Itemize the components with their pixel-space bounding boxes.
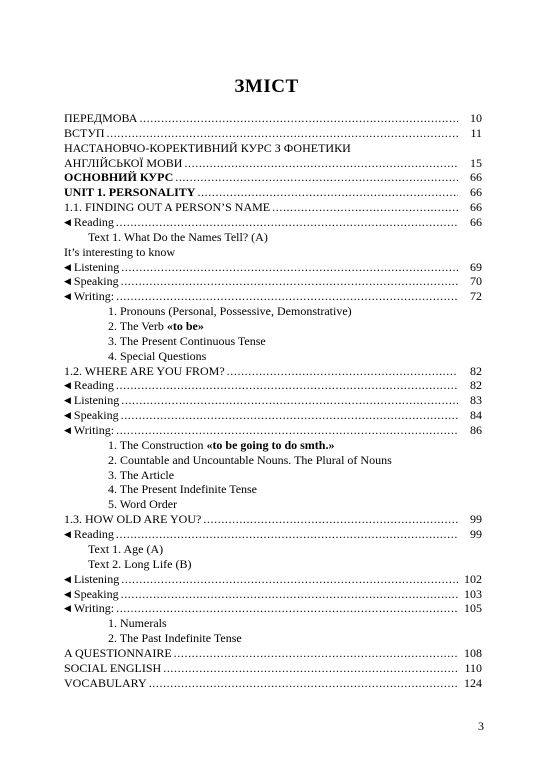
- left-triangle-icon: ◀: [64, 573, 71, 584]
- toc-entry-text: 3. The Present Continuous Tense: [108, 333, 266, 348]
- left-triangle-icon: ◀: [64, 410, 71, 421]
- toc-entry-text: VOCABULARY: [64, 675, 147, 690]
- toc-leader-dots: [116, 215, 458, 230]
- toc-page-number: 108: [464, 645, 482, 660]
- toc-entry-label: [64, 482, 257, 497]
- left-triangle-icon: ◀: [64, 603, 71, 614]
- toc-leader-dots: [272, 200, 458, 215]
- toc-entry: [64, 497, 482, 512]
- toc-page-number: 99: [470, 527, 482, 542]
- toc-entry-text: Reading: [73, 527, 114, 542]
- toc-entry-text: 2. The Verb «to be»: [108, 319, 204, 334]
- left-triangle-icon: ◀: [64, 217, 71, 228]
- toc-leader-dots: [197, 185, 458, 200]
- toc-entry-label: [64, 156, 182, 171]
- toc-entry-text: A QUESTIONNAIRE: [64, 645, 172, 660]
- toc-entry-text: 2. The Past Indefinite Tense: [108, 631, 242, 646]
- toc-leader-dots: [121, 274, 458, 289]
- toc-entry: [64, 482, 482, 497]
- toc-entry: [64, 631, 482, 646]
- page-number: 3: [478, 719, 484, 733]
- toc-entry-label: [64, 245, 175, 260]
- left-triangle-icon: ◀: [64, 380, 71, 391]
- toc-entry: [64, 349, 482, 364]
- toc-leader-dots: [227, 364, 458, 379]
- toc-entry-label: [64, 587, 119, 602]
- toc-page-number: 110: [464, 660, 482, 675]
- toc-entry-text: ПЕРЕДМОВА: [64, 111, 138, 125]
- toc-entry-label: [64, 260, 119, 275]
- toc-entry: [64, 274, 482, 289]
- toc-entry: [64, 527, 482, 542]
- toc-entry-label: [64, 601, 114, 616]
- toc-entry-text: 3. The Article: [108, 467, 175, 482]
- toc-entry: [64, 453, 482, 468]
- toc-entry-text: 4. The Present Indefinite Tense: [108, 482, 258, 497]
- toc-leader-dots: [116, 378, 458, 393]
- toc-entry: [64, 408, 482, 423]
- toc-entry-label: [64, 512, 201, 527]
- toc-entry-label: [64, 423, 114, 438]
- toc-leader-dots: [149, 676, 458, 691]
- toc-entry-text: 2. Countable and Uncountable Nouns. The Plural of Nouns: [108, 452, 392, 467]
- toc-entry-text: 1.1. FINDING OUT A PERSON’S NAME: [64, 200, 271, 215]
- toc-entry-text: Writing:: [73, 423, 115, 438]
- toc-entry: [64, 393, 482, 408]
- left-triangle-icon: ◀: [64, 261, 71, 272]
- toc-entry-text: ОСНОВНИЙ КУРС: [64, 170, 174, 185]
- toc-leader-dots: [107, 126, 459, 141]
- toc-page-number: 83: [470, 393, 482, 408]
- toc-page-number: 66: [470, 200, 482, 215]
- toc-entry-label: [64, 334, 266, 349]
- toc-page-number: 103: [464, 586, 482, 601]
- left-triangle-icon: ◀: [64, 588, 71, 599]
- toc-leader-dots: [116, 289, 458, 304]
- toc-entry-label: [64, 453, 392, 468]
- toc-entry-text: ВСТУП: [64, 125, 105, 140]
- toc-page-number: 124: [464, 675, 482, 690]
- toc-entry: [64, 601, 482, 616]
- toc-entry: [64, 111, 482, 126]
- toc-page-number: 66: [470, 215, 482, 230]
- toc-entry-label: [64, 274, 119, 289]
- toc-entry-label: [64, 215, 114, 230]
- toc-entry: [64, 616, 482, 631]
- toc-entry-text: 4. Special Questions: [108, 348, 207, 363]
- toc-leader-dots: [121, 393, 458, 408]
- toc-entry-label: [64, 230, 268, 245]
- left-triangle-icon: ◀: [64, 529, 71, 540]
- toc-entry-label: [64, 141, 351, 156]
- toc-leader-dots: [203, 512, 458, 527]
- toc-entry-label: [64, 527, 114, 542]
- toc-entry-label: [64, 438, 334, 453]
- toc-entry-text: 5. Word Order: [108, 497, 178, 512]
- toc-leader-dots: [121, 260, 458, 275]
- toc-page-number: 102: [464, 571, 482, 586]
- toc-entry: [64, 126, 482, 141]
- toc-entry-text: НАСТАНОВЧО-КОРЕКТИВНИЙ КУРС З ФОНЕТИКИ: [64, 140, 351, 155]
- toc-entry-text: Text 1. Age (A): [88, 541, 164, 556]
- toc-entry: [64, 230, 482, 245]
- toc-entry: [64, 141, 482, 156]
- toc-entry-text: Speaking: [73, 274, 119, 289]
- toc-page-number: 82: [470, 363, 482, 378]
- toc-entry-text: Writing:: [73, 601, 115, 616]
- table-of-contents: [64, 111, 482, 691]
- toc-page-number: 66: [470, 170, 482, 185]
- toc-entry: [64, 289, 482, 304]
- toc-entry-text: Writing:: [73, 289, 115, 304]
- toc-page-number: 99: [470, 512, 482, 527]
- toc-entry-label: [64, 378, 114, 393]
- left-triangle-icon: ◀: [64, 395, 71, 406]
- toc-entry-label: [64, 304, 352, 319]
- toc-entry-label: [64, 661, 161, 676]
- toc-entry-label: [64, 631, 242, 646]
- toc-entry-text: It’s interesting to know: [64, 244, 175, 259]
- toc-entry-label: [64, 319, 204, 334]
- toc-entry-text: 1. Pronouns (Personal, Possessive, Demonstrative): [108, 304, 352, 319]
- toc-leader-dots: [139, 111, 458, 126]
- toc-entry: [64, 334, 482, 349]
- toc-leader-dots: [121, 587, 458, 602]
- toc-entry-text: 1. Numerals: [108, 616, 167, 631]
- toc-entry-label: [64, 170, 173, 185]
- toc-entry-label: [64, 408, 119, 423]
- toc-entry: [64, 156, 482, 171]
- toc-leader-dots: [116, 423, 458, 438]
- toc-leader-dots: [116, 527, 458, 542]
- toc-entry-text: Speaking: [73, 586, 119, 601]
- toc-entry: [64, 468, 482, 483]
- toc-page-number: 84: [470, 408, 482, 423]
- toc-leader-dots: [174, 646, 458, 661]
- toc-leader-dots: [163, 661, 458, 676]
- toc-page-number: 82: [470, 378, 482, 393]
- toc-leader-dots: [116, 601, 458, 616]
- toc-leader-dots: [121, 572, 458, 587]
- toc-page-number: 105: [464, 601, 482, 616]
- toc-entry-text: 1. The Construction «to be going to do smth.»: [108, 437, 335, 452]
- toc-entry-label: [64, 646, 172, 661]
- toc-entry: [64, 676, 482, 691]
- toc-entry: [64, 542, 482, 557]
- toc-entry-text: Reading: [73, 215, 114, 230]
- toc-entry-text: Reading: [73, 378, 114, 393]
- toc-page-number: 11: [470, 125, 482, 140]
- toc-entry-label: [64, 393, 119, 408]
- toc-page-number: 70: [470, 274, 482, 289]
- toc-entry-text: Speaking: [73, 408, 119, 423]
- toc-page-number: 86: [470, 423, 482, 438]
- toc-entry-label: [64, 111, 137, 126]
- toc-entry: [64, 304, 482, 319]
- toc-entry-text: Listening: [73, 571, 120, 586]
- toc-entry-text: SOCIAL ENGLISH: [64, 660, 162, 675]
- toc-page-number: 15: [470, 155, 482, 170]
- toc-entry: [64, 245, 482, 260]
- toc-leader-dots: [184, 156, 458, 171]
- toc-entry-label: [64, 468, 174, 483]
- toc-entry: [64, 200, 482, 215]
- toc-entry-label: [64, 349, 206, 364]
- toc-entry-text: 1.3. HOW OLD ARE YOU?: [64, 512, 202, 527]
- page-title: ЗМІСТ: [234, 76, 299, 97]
- toc-entry: [64, 215, 482, 230]
- toc-entry-label: [64, 676, 147, 691]
- toc-entry-label: [64, 200, 270, 215]
- toc-entry: [64, 170, 482, 185]
- toc-entry-label: [64, 557, 191, 572]
- toc-entry-text: Listening: [73, 259, 120, 274]
- toc-entry: [64, 661, 482, 676]
- toc-leader-dots: [175, 170, 458, 185]
- toc-entry-label: [64, 126, 105, 141]
- toc-entry: [64, 378, 482, 393]
- toc-entry-label: [64, 289, 114, 304]
- toc-entry-label: [64, 572, 119, 587]
- toc-entry: [64, 423, 482, 438]
- toc-entry-text: Listening: [73, 393, 120, 408]
- left-triangle-icon: ◀: [64, 276, 71, 287]
- toc-entry: [64, 512, 482, 527]
- toc-page-number: 69: [470, 259, 482, 274]
- toc-entry-text: 1.2. WHERE ARE YOU FROM?: [64, 363, 225, 378]
- toc-entry: [64, 646, 482, 661]
- toc-entry: [64, 557, 482, 572]
- toc-entry-text: АНГЛІЙСЬКОЇ МОВИ: [64, 155, 183, 170]
- toc-entry: [64, 438, 482, 453]
- toc-entry: [64, 587, 482, 602]
- toc-entry-label: [64, 185, 195, 200]
- toc-entry: [64, 572, 482, 587]
- toc-entry-text: Text 1. What Do the Names Tell? (A): [88, 229, 268, 244]
- toc-entry-label: [64, 542, 163, 557]
- toc-entry-label: [64, 497, 177, 512]
- toc-entry-text: UNIT 1. PERSONALITY: [64, 185, 196, 200]
- toc-entry: [64, 260, 482, 275]
- toc-entry-label: [64, 616, 167, 631]
- toc-entry-text: Text 2. Long Life (B): [88, 556, 192, 571]
- left-triangle-icon: ◀: [64, 425, 71, 436]
- left-triangle-icon: ◀: [64, 291, 71, 302]
- toc-page-number: 72: [470, 289, 482, 304]
- toc-leader-dots: [121, 408, 458, 423]
- toc-page-number: 10: [470, 111, 482, 125]
- toc-entry: [64, 364, 482, 379]
- toc-entry: [64, 185, 482, 200]
- toc-entry: [64, 319, 482, 334]
- toc-page-number: 66: [470, 185, 482, 200]
- toc-entry-label: [64, 364, 225, 379]
